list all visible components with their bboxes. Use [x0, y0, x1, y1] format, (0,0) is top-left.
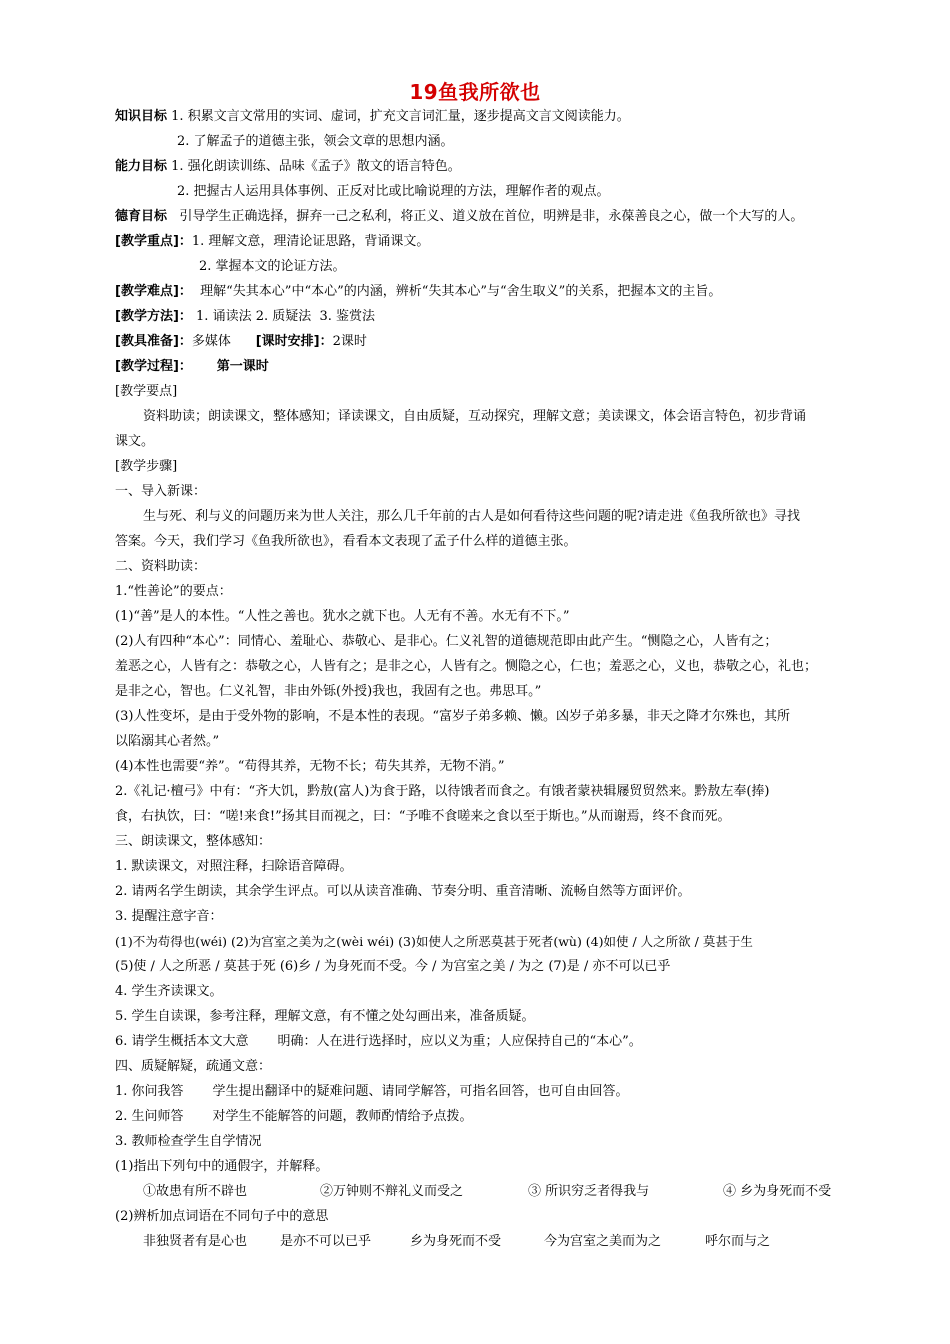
section-2-line-8: (4)本性也需要“养”。“苟得其养，无物不长；苟失其养，无物不消。”: [115, 759, 505, 774]
section-2-line-2: (1)“善”是人的本性。“人性之善也。犹水之就下也。人无有不善。水无有不下。”: [115, 609, 570, 624]
teaching-method-label: [教学方法]：: [115, 309, 192, 324]
ability-objective-line-2: 2. 把握古人运用具体事例、正反对比或比喻说理的方法，理解作者的观点。: [177, 184, 610, 199]
section-3-line-3: 3. 提醒注意字音：: [115, 909, 223, 924]
teaching-tools-label: [教具准备]：: [115, 334, 192, 349]
section-2-line-7: 以陷溺其心者然。”: [115, 734, 220, 749]
section-3-line-6: 4. 学生齐读课文。: [115, 984, 223, 999]
schedule-label: [课时安排]：: [255, 334, 333, 349]
section-1-paragraph-1: 生与死、利与义的问题历来为世人关注，那么几千年前的古人是如何看待这些问题的呢?请走进《鱼我所欲也》寻找: [143, 509, 800, 524]
knowledge-objective-line-2: 2. 了解孟子的道德主张，领会文章的思想内涵。: [177, 134, 454, 149]
section-4-line-1: 1. 你问我答 学生提出翻译中的疑难问题、请同学解答，可指名回答，也可自由回答。: [115, 1084, 629, 1099]
teaching-process-line: [115, 358, 885, 375]
section-3-line-4: (1)不为苟得也(wéi) (2)为宫室之美为之(wèi wéi) (3)如使人之所恶莫甚于死者(wù) (4)如使 / 人之所欲 / 莫甚于生: [115, 934, 753, 949]
tongjia-question-4: ④ 乡为身死而不受: [723, 1184, 832, 1199]
moral-objective-label: 德育目标: [115, 209, 168, 224]
moral-objective-line: 德育目标 引导学生正确选择，摒弃一己之私利，将正义、道义放在首位，明辨是非，永葆善良之心，做一个大写的人。: [115, 209, 804, 224]
section-2-line-10: 食，右执饮，曰：“嗟!来食!”扬其目而视之，曰：“予唯不食嗟来之食以至于斯也。”从而谢焉，终不食而死。: [115, 809, 731, 824]
word-sentence-5: 呼尔而与之: [705, 1234, 771, 1249]
section-2-line-3: (2)人有四种“本心”：同情心、羞耻心、恭敬心、是非心。仁义礼智的道德规范即由此产生。“恻隐之心，人皆有之；: [115, 634, 778, 649]
section-2-line-9: 2.《礼记·檀弓》中有：“齐大饥，黔敖(富人)为食于路，以待饿者而食之。有饿者蒙袂辑屦贸贸然来。黔敖左奉(捧): [115, 784, 770, 799]
ability-objective-label: 能力目标: [115, 159, 168, 174]
section-2-line-1: 1.“性善论”的要点：: [115, 584, 232, 599]
section-4-line-5: (2)辨析加点词语在不同句子中的意思: [115, 1209, 329, 1224]
section-2-line-6: (3)人性变坏，是由于受外物的影响，不是本性的表现。“富岁子弟多赖、懒。凶岁子弟多暴，非天之降才尔殊也，其所: [115, 709, 791, 724]
section-3-line-7: 5. 学生自读课，参考注释，理解文意，有不懂之处勾画出来，准备质疑。: [115, 1009, 535, 1024]
section-3-line-8: 6. 请学生概括本文大意 明确：人在进行选择时，应以义为重；人应保持自己的“本心”。: [115, 1034, 642, 1049]
knowledge-objective-label: 知识目标: [115, 109, 168, 124]
section-2-heading: 二、资料助读：: [115, 559, 207, 574]
section-1-heading: 一、导入新课：: [115, 484, 207, 499]
section-1-paragraph-2: 答案。今天，我们学习《鱼我所欲也》，看看本文表现了孟子什么样的道德主张。: [115, 534, 577, 549]
section-3-line-1: 1. 默读课文，对照注释，扫除语音障碍。: [115, 859, 353, 874]
teaching-key-line-2: 2. 掌握本文的论证方法。: [199, 259, 346, 274]
section-3-heading: 三、朗读课文，整体感知：: [115, 834, 272, 849]
word-sentence-4: 今为宫室之美而为之: [544, 1234, 662, 1249]
teaching-points-text-2: 课文。: [115, 434, 155, 449]
tongjia-question-3: ③ 所识穷乏者得我与: [528, 1184, 650, 1199]
word-sentence-2: 是亦不可以已乎: [280, 1234, 372, 1249]
knowledge-objective-line-1: 知识目标 1. 积累文言文常用的实词、虚词，扩充文言词汇量，逐步提高文言文阅读能力。: [115, 109, 630, 124]
teaching-tools-line: [教具准备]：多媒体 [课时安排]：2课时: [115, 334, 367, 349]
word-sentence-1: 非独贤者有是心也: [143, 1234, 248, 1249]
section-4-heading: 四、质疑解疑，疏通文意：: [115, 1059, 272, 1074]
teaching-difficulty-line: [教学难点]： 理解“失其本心”中“本心”的内涵，辨析“失其本心”与“舍生取义”的关系，把握本文的主旨。: [115, 284, 722, 299]
teaching-method-line: [教学方法]： 1. 诵读法 2. 质疑法 3. 鉴赏法: [115, 309, 376, 324]
teaching-key-line-1: [教学重点]：1. 理解文意，理清论证思路，背诵课文。: [115, 234, 430, 249]
first-lesson-label: 第一课时: [216, 359, 269, 374]
section-2-line-5: 是非之心，智也。仁义礼智，非由外铄(外授)我也，我固有之也。弗思耳。”: [115, 684, 542, 699]
document-title: 19鱼我所欲也: [409, 80, 541, 104]
tongjia-question-2: ②万钟则不辩礼义而受之: [320, 1184, 464, 1199]
section-2-line-4: 羞恶之心，人皆有之：恭敬之心，人皆有之；是非之心，人皆有之。恻隐之心，仁也；羞恶之心，义也，恭敬之心，礼也；: [115, 659, 818, 674]
teaching-points-text-1: 资料助读；朗读课文，整体感知；译读课文，自由质疑，互动探究，理解文意；美读课文，体会语言特色，初步背诵: [143, 409, 807, 424]
tongjia-question-1: ①故患有所不辟也: [143, 1184, 248, 1199]
word-sentence-3: 乡为身死而不受: [410, 1234, 502, 1249]
teaching-steps-label: [教学步骤]: [115, 459, 178, 474]
teaching-key-label: [教学重点]：: [115, 234, 192, 249]
teaching-points-label: [教学要点]: [115, 384, 178, 399]
section-4-line-4: (1)指出下列句中的通假字，并解释。: [115, 1159, 329, 1174]
section-3-line-2: 2. 请两名学生朗读，其余学生评点。可以从读音准确、节奏分明、重音清晰、流畅自然等方面评价。: [115, 884, 691, 899]
section-3-line-5: (5)使 / 人之所恶 / 莫甚于死 (6)乡 / 为身死而不受。今 / 为宫室之美 / 为之 (7)是 / 亦不可以已乎: [115, 959, 671, 974]
teaching-process-label: [教学过程]：: [115, 359, 192, 374]
section-4-line-3: 3. 教师检查学生自学情况: [115, 1134, 262, 1149]
teaching-difficulty-label: [教学难点]：: [115, 284, 192, 299]
section-4-line-2: 2. 生问师答 对学生不能解答的问题，教师酌情给予点拨。: [115, 1109, 473, 1124]
ability-objective-line-1: 能力目标 1. 强化朗读训练、品味《孟子》散文的语言特色。: [115, 159, 461, 174]
